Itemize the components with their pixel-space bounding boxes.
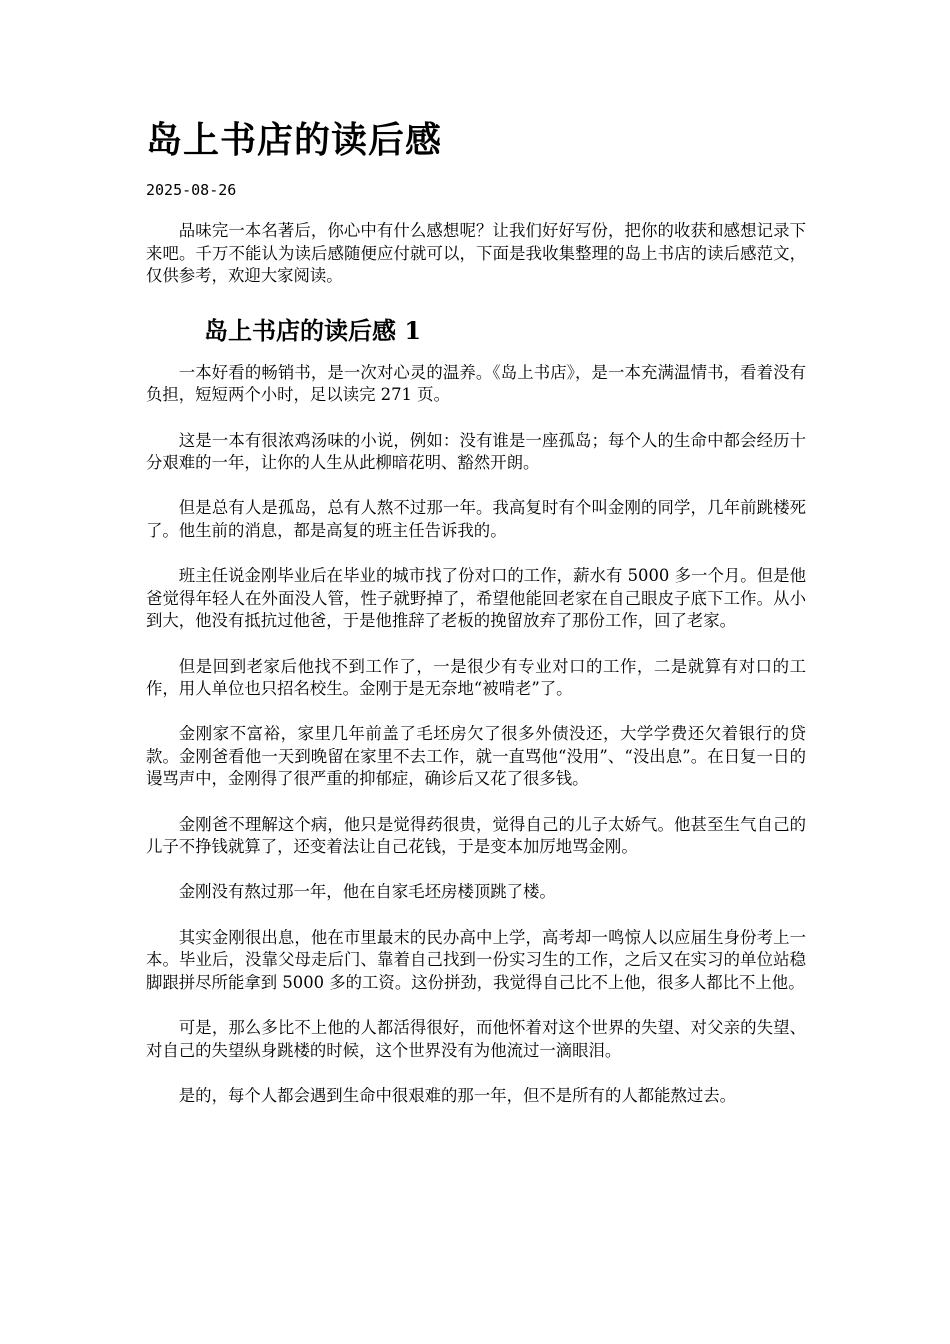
document-date: 2025-08-26 <box>146 181 237 199</box>
body-paragraph-7: 金刚爸不理解这个病，他只是觉得药很贵，觉得自己的儿子太娇气。他甚至生气自己的儿子不挣钱就算了，还变着法让自己花钱，于是变本加厉地骂金刚。 <box>146 814 806 857</box>
body-paragraph-5: 但是回到老家后他找不到工作了，一是很少有专业对口的工作，二是就算有对口的工作，用人单位也只招名校生。金刚于是无奈地“被啃老”了。 <box>146 656 806 699</box>
body-paragraph-10: 可是，那么多比不上他的人都活得很好，而他怀着对这个世界的失望、对父亲的失望、对自己的失望纵身跳楼的时候，这个世界没有为他流过一滴眼泪。 <box>146 1018 806 1060</box>
body-paragraph-3: 但是总有人是孤岛，总有人熬不过那一年。我高复时有个叫金刚的同学，几年前跳楼死了。他生前的消息，都是高复的班主任告诉我的。 <box>146 498 806 540</box>
body-paragraph-4: 班主任说金刚毕业后在毕业的城市找了份对口的工作，薪水有 5000 多一个月。但是他爸觉得年轻人在外面没人管，性子就野掉了，希望他能回老家在自己眼皮子底下工作。从小到大，他没有抵抗过他爸，于是他推辞了老板的挽留放弃了那份工作，回了老家。 <box>146 566 806 631</box>
body-paragraph-2: 这是一本有很浓鸡汤味的小说，例如：没有谁是一座孤岛；每个人的生命中都会经历十分艰难的一年，让你的人生从此柳暗花明、豁然开朗。 <box>146 430 806 473</box>
document-title: 岛上书店的读后感 <box>146 119 443 161</box>
body-paragraph-1: 一本好看的畅销书，是一次对心灵的温养。《岛上书店》，是一本充满温情书，看着没有负担，短短两个小时，足以读完 271 页。 <box>146 362 806 405</box>
section-body <box>146 362 806 1108</box>
section-heading: 岛上书店的读后感 1 <box>204 315 422 345</box>
body-paragraph-11: 是的，每个人都会遇到生命中很艰难的那一年，但不是所有的人都能熬过去。 <box>178 1085 737 1105</box>
body-paragraph-8: 金刚没有熬过那一年，他在自家毛坯房楼顶跳了楼。 <box>178 882 556 902</box>
intro-paragraph: 品味完一本名著后，你心中有什么感想呢？让我们好好写份，把你的收获和感想记录下来吧。千万不能认为读后感随便应付就可以，下面是我收集整理的岛上书店的读后感范文，仅供参考，欢迎大家阅读。 <box>146 221 806 286</box>
body-paragraph-6: 金刚家不富裕，家里几年前盖了毛坯房欠了很多外债没还，大学学费还欠着银行的贷款。金刚爸看他一天到晚留在家里不去工作，就一直骂他“没用”、“没出息”。在日复一日的谩骂声中，金刚得了很严重的抑郁症，确诊后又花了很多钱。 <box>146 724 806 789</box>
document-page <box>146 112 806 1130</box>
body-paragraph-9: 其实金刚很出息，他在市里最末的民办高中上学，高考却一鸣惊人以应届生身份考上一本。毕业后，没靠父母走后门、靠着自己找到一份实习生的工作，之后又在实习的单位站稳脚跟拼尽所能拿到 5000 多的工资。这份拼劲，我觉得自己比不上他，很多人都比不上他。 <box>146 927 806 992</box>
